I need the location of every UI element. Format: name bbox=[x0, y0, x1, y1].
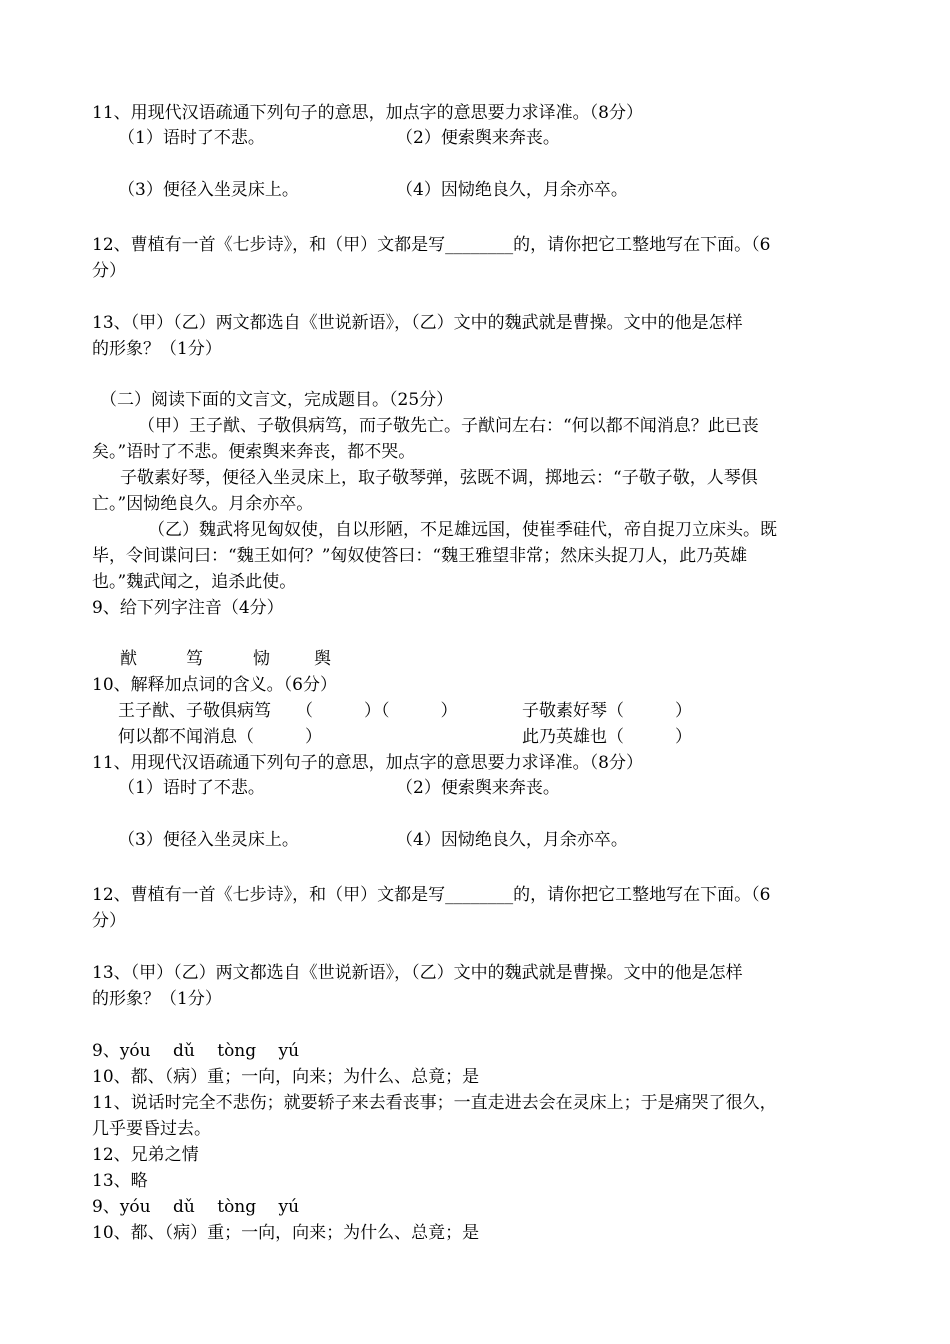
answer-11: 11、说话时完全不悲伤；就要轿子来去看丧事；一直走进去会在灵床上；于是痛哭了很久， bbox=[92, 1093, 777, 1113]
q11-sentence-2-repeat: （2）便索舆来奔丧。 bbox=[396, 778, 560, 798]
passage-jia-line-3: 子敬素好琴，便径入坐灵床上，取子敬琴弹，弦既不调，掷地云：“子敬子敬，人琴俱 bbox=[120, 468, 758, 488]
passage-yi-line-1: （乙）魏武将见匈奴使，自以形陋，不足雄远国，使崔季硅代，帝自捉刀立床头。既 bbox=[148, 520, 777, 540]
question-13-repeat: 13、（甲）（乙）两文都选自《世说新语》，（乙）文中的魏武就是曹操。文中的他是怎样 bbox=[92, 963, 743, 983]
q13-continuation: 的形象？（1分） bbox=[92, 339, 222, 359]
answer-9-repeat: 9、yóu dǔ tòng yú bbox=[92, 1197, 300, 1217]
q9-char-4: 舆 bbox=[314, 649, 331, 669]
q11-sentence-3-repeat: （3）便径入坐灵床上。 bbox=[118, 830, 299, 850]
q9-char-1: 猷 bbox=[120, 649, 137, 669]
answer-11-continuation: 几乎要昏过去。 bbox=[92, 1119, 211, 1139]
answer-10: 10、都、（病）重；一向，向来；为什么、总竟；是 bbox=[92, 1067, 480, 1087]
q13-continuation-repeat: 的形象？（1分） bbox=[92, 989, 222, 1009]
q11-sentence-4: （4）因恸绝良久，月余亦卒。 bbox=[396, 180, 628, 200]
question-12-repeat bbox=[92, 882, 770, 908]
q10-word-2: 子敬素好琴（ ） bbox=[522, 701, 692, 721]
passage-yi-line-2: 毕，令间谍问曰：“魏王如何？”匈奴使答曰：“魏王雅望非常；然床头捉刀人，此乃英雄 bbox=[92, 546, 748, 566]
question-12 bbox=[92, 232, 770, 258]
question-11-heading-repeat: 11、用现代汉语疏通下列句子的意思，加点字的意思要力求译准。（8分） bbox=[92, 753, 643, 773]
answer-12: 12、兄弟之情 bbox=[92, 1145, 199, 1165]
q9-char-3: 恸 bbox=[253, 649, 270, 669]
q11-sentence-1: （1）语时了不悲。 bbox=[118, 128, 265, 148]
q11-sentence-4-repeat: （4）因恸绝良久，月余亦卒。 bbox=[396, 830, 628, 850]
q9-char-2: 笃 bbox=[186, 649, 203, 669]
question-13: 13、（甲）（乙）两文都选自《世说新语》，（乙）文中的魏武就是曹操。文中的他是怎样 bbox=[92, 313, 743, 333]
q12-blank: ________ bbox=[445, 235, 514, 255]
passage-jia-line-2: 矣。”语时了不悲。便索舆来奔丧，都不哭。 bbox=[92, 442, 416, 462]
q10-word-1: 王子猷、子敬俱病笃 bbox=[118, 701, 271, 721]
answer-13: 13、略 bbox=[92, 1171, 148, 1191]
passage-jia-line-1: （甲）王子猷、子敬俱病笃，而子敬先亡。子猷问左右：“何以都不闻消息？此已丧 bbox=[138, 416, 759, 436]
q12-blank-repeat: ________ bbox=[445, 885, 514, 905]
q12-continuation-repeat: 分） bbox=[92, 911, 126, 931]
q10-word-3: 何以都不闻消息（ ） bbox=[118, 727, 322, 747]
q11-sentence-3: （3）便径入坐灵床上。 bbox=[118, 180, 299, 200]
question-10: 10、解释加点词的含义。（6分） bbox=[92, 675, 337, 695]
passage-yi-line-3: 也。”魏武闻之，追杀此使。 bbox=[92, 572, 297, 592]
q10-word-4: 此乃英雄也（ ） bbox=[522, 727, 692, 747]
q12-text-a-repeat: 12、曹植有一首《七步诗》，和（甲）文都是写 bbox=[92, 885, 446, 905]
answer-10-repeat: 10、都、（病）重；一向，向来；为什么、总竟；是 bbox=[92, 1223, 480, 1243]
q12-text-a: 12、曹植有一首《七步诗》，和（甲）文都是写 bbox=[92, 235, 446, 255]
question-9: 9、给下列字注音（4分） bbox=[92, 598, 284, 618]
answer-9: 9、yóu dǔ tòng yú bbox=[92, 1041, 300, 1061]
q12-continuation: 分） bbox=[92, 261, 126, 281]
question-11-heading: 11、用现代汉语疏通下列句子的意思，加点字的意思要力求译准。（8分） bbox=[92, 103, 643, 123]
q12-text-b: 的，请你把它工整地写在下面。（6 bbox=[513, 235, 771, 255]
passage-jia-line-4: 亡。”因恸绝良久。月余亦卒。 bbox=[92, 494, 314, 514]
q11-sentence-2: （2）便索舆来奔丧。 bbox=[396, 128, 560, 148]
section-heading: （二）阅读下面的文言文，完成题目。（25分） bbox=[100, 390, 454, 410]
q11-sentence-1-repeat: （1）语时了不悲。 bbox=[118, 778, 265, 798]
q12-text-b-repeat: 的，请你把它工整地写在下面。（6 bbox=[513, 885, 771, 905]
q10-blanks-1: （ ）（ ） bbox=[296, 701, 458, 721]
